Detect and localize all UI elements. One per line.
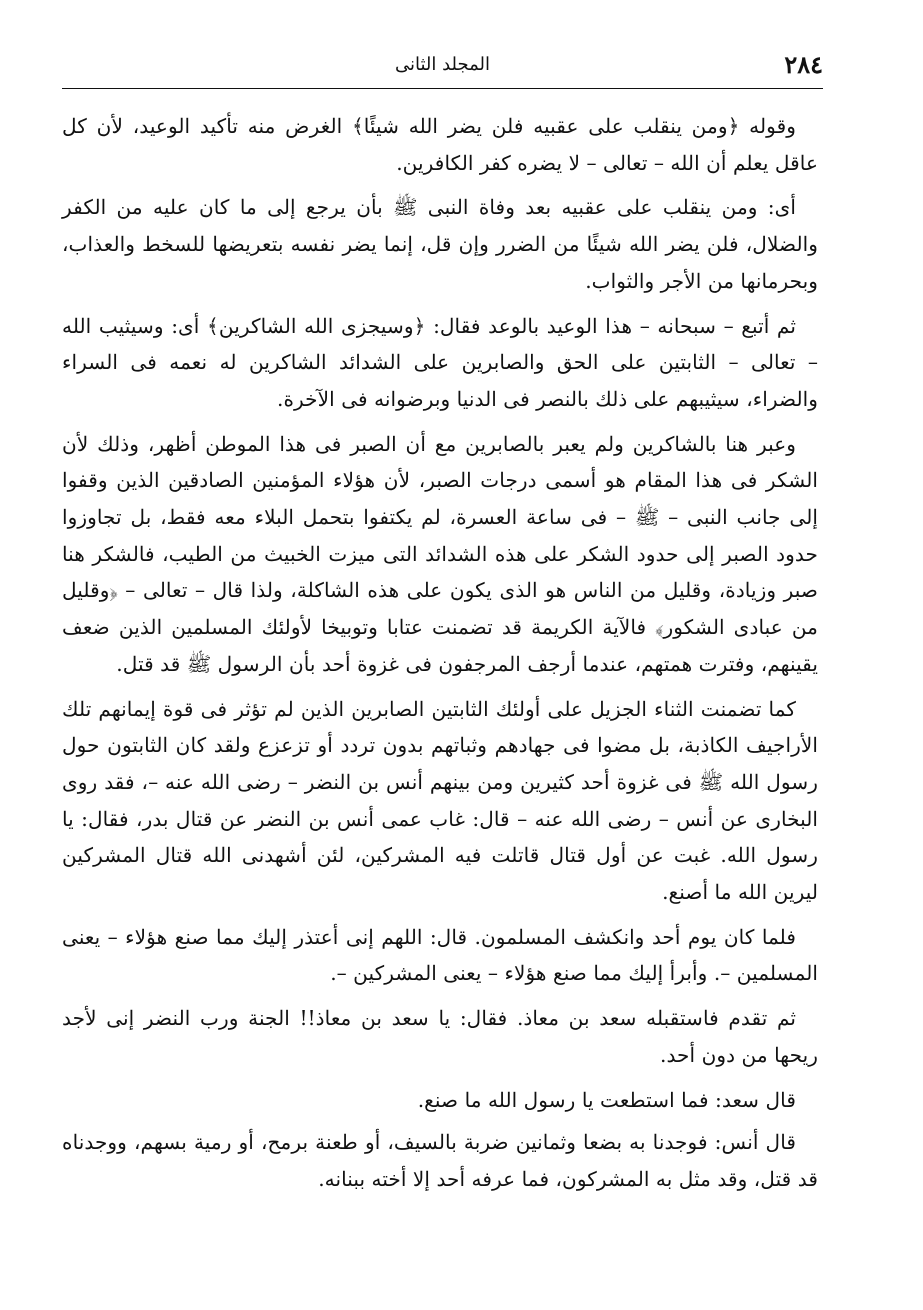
running-title: المجلد الثانى [394, 54, 491, 75]
paragraph: وقوله ﴿ومن ينقلب على عقبيه فلن يضر الله شيئًا﴾ الغرض منه تأكيد الوعيد، لأن كل عاقل يعلم أن الله – تعالى – لا يضره كفر الكافرين. [62, 114, 818, 175]
paragraph: أى: ومن ينقلب على عقبيه بعد وفاة النبى ﷺ بأن يرجع إلى ما كان عليه من الكفر والضلال، فلن يضر الله شيئًا من الضرر وإن قل، إنما يضر نفسه بتعريضها للسخط والعذاب، وبحرمانها من الأجر والثواب. [62, 195, 818, 293]
paragraph: قال سعد: فما استطعت يا رسول الله ما صنع. [417, 1087, 796, 1112]
body-text [62, 108, 818, 1206]
paragraph: كما تضمنت الثناء الجزيل على أولئك الثابتين الصابرين الذين لم تؤثر فى قوة إيمانهم تلك الأراجيف الكاذبة، بل مضوا فى جهادهم وثباتهم بدون تردد أو تزعزع ولقد كان الثابتون حول رسول الله ﷺ فى غزوة أحد كثيرين ومن بينهم أنس بن النضر – رضى الله عنه –، فقد روى البخارى عن أنس – رضى الله عنه – قال: غاب عمى أنس بن النضر عن قتال بدر، فقال: يا رسول الله. غبت عن أول قتال قاتلت فيه المشركين، لئن أشهدنى الله قتال المشركين ليرين الله ما أصنع. [62, 696, 818, 905]
paragraph: قال أنس: فوجدنا به بضعا وثمانين ضربة بالسيف، أو طعنة برمح، أو رمية بسهم، ووجدناه قد قتل، وقد مثل به المشركون، فما عرفه أحد إلا أخته ببنانه. [62, 1130, 818, 1191]
paragraph: فلما كان يوم أحد وانكشف المسلمون. قال: اللهم إنى أعتذر إليك مما صنع هؤلاء – يعنى المسلمين –. وأبرأ إليك مما صنع هؤلاء – يعنى المشركين –. [62, 924, 818, 986]
paragraph: ثم أتبع – سبحانه – هذا الوعيد بالوعد فقال: ﴿وسيجزى الله الشاكرين﴾ أى: وسيثيب الله – تعالى – الثابتين على الحق والصابرين على الشدائد الشاكرين له نعمه فى السراء والضراء، سيثيبهم على ذلك بالنصر فى الدنيا وبرضوانه فى الآخرة. [62, 313, 818, 411]
page-header [62, 48, 823, 89]
page-number: ٢٨٤ [784, 50, 823, 79]
paragraph: ثم تقدم فاستقبله سعد بن معاذ. فقال: يا سعد بن معاذ!! الجنة ورب النضر إنى لأجد ريحها من دون أحد. [62, 1006, 818, 1067]
paragraph: وعبر هنا بالشاكرين ولم يعبر بالصابرين مع أن الصبر فى هذا الموطن أظهر، وذلك لأن الشكر فى هذا المقام هو أسمى درجات الصبر، لأن هؤلاء المؤمنين الصادقين الذين وقفوا إلى جانب النبى – ﷺ – فى ساعة العسرة، لم يكتفوا بتحمل البلاء معه فقط، بل تجاوزوا حدود الصبر إلى حدود الشكر على هذه الشدائد التى ميزت الخبيث من الطيب، فالشكر هنا صبر وزيادة، وقليل من الناس هو الذى يكون على هذه الشاكلة، ولذا قال – تعالى – ﴿وقليل من عبادى الشكور﴾ فالآية الكريمة قد تضمنت عتابا وتوبيخا لأولئك المسلمين الذين ضعف يقينهم، وفترت همتهم، عندما أرجف المرجفون فى غزوة أحد بأن الرسول ﷺ قد قتل. [62, 431, 818, 676]
